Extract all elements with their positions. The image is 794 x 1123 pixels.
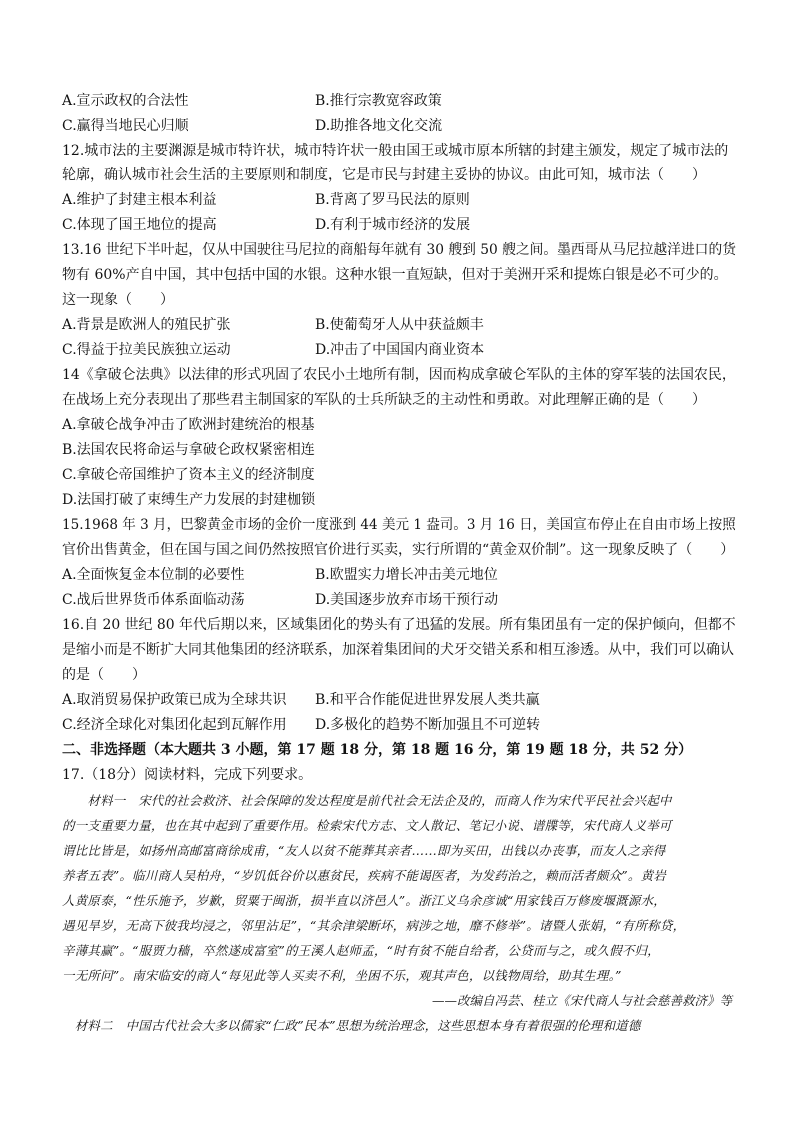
material1-line-6: 遇见旱岁，无高下彼我均浸之，邻里沾足”，“其余津梁断坏，病涉之地，靡不修举”。诸暨人张娟，“有所称贷， [62, 918, 686, 933]
q11-option-a: A.宣示政权的合法性 [62, 93, 189, 109]
q15-option-d: D.美国逐步放弃市场干预行动 [315, 592, 499, 608]
q13-option-b: B.使葡萄牙人从中获益颇丰 [315, 317, 484, 333]
q15-option-c: C.战后世界货币体系面临动荡 [62, 592, 245, 608]
q15-option-b: B.欧盟实力增长冲击美元地位 [315, 567, 498, 583]
q13-stem-line-3: 这一现象（ ） [62, 292, 174, 308]
q12-option-b: B.背离了罗马民法的原则 [315, 192, 470, 208]
q12-option-c: C.体现了国王地位的提高 [62, 217, 217, 233]
q15-option-a: A.全面恢复金本位制的必要性 [62, 567, 245, 583]
material2-line-1: 材料二 中国古代社会大多以儒家“仁政”民本”思想为统治理念，这些思想本身有着很强的伦理和道德 [62, 1018, 641, 1033]
q12-option-d: D.有利于城市经济的发展 [315, 217, 471, 233]
q12-stem-line-2: 轮廓，确认城市社会生活的主要原则和制度，它是市民与封建主妥协的协议。由此可知，城市法（ ） [62, 167, 706, 183]
q14-option-a: A.拿破仑战争冲击了欧洲封建统治的根基 [62, 417, 315, 433]
q14-stem-line-2: 在战场上充分表现出了那些君主制国家的军队的士兵所缺乏的主动性和勇敢。对此理解正确的是（ ） [62, 392, 706, 408]
q13-option-d: D.冲击了中国国内商业资本 [315, 342, 485, 358]
material1-line-2: 的一支重要力量，也在其中起到了重要作用。检索宋代方志、文人散记、笔记小说、谱牒等，宋代商人义举可 [62, 818, 672, 833]
q13-option-c: C.得益于拉美民族独立运动 [62, 342, 231, 358]
material1-line-4: 养者五表”。临川商人吴柏舟，“岁饥低谷价以惠贫民，疾病不能谒医者，为发药治之，赖而活者颇众”。黄岩 [62, 868, 666, 883]
material1-line-8: 一无所问”。南宋临安的商人“每见此等人买卖不利，坐困不乐，观其声色，以钱物周给，助其生理。” [62, 968, 622, 983]
q11-option-b: B.推行宗教宽容政策 [315, 93, 442, 109]
material1-line-7: 辛薄其赢”。“服贾力穑，卒然遂成富室”的王溪人赵师孟，“时有贫不能自给者，公贷而与之，或久假不归， [62, 943, 660, 958]
q11-option-d: D.助推各地文化交流 [315, 118, 443, 134]
q12-stem-line-1: 12.城市法的主要渊源是城市特许状，城市特许状一般由国王或城市原本所辖的封建主颁发，规定了城市法的 [62, 143, 729, 159]
q16-option-a: A.取消贸易保护政策已成为全球共识 [62, 692, 287, 708]
q16-stem-line-1: 16.自 20 世纪 80 年代后期以来，区域集团化的势头有了迅猛的发展。所有集团虽有一定的保护倾向，但都不 [62, 617, 736, 633]
q13-stem-line-2: 物有 60%产自中国，其中包括中国的水银。这种水银一直短缺，但对于美洲开采和提炼白银是必不可少的。 [62, 267, 728, 283]
q16-option-b: B.和平合作能促进世界发展人类共赢 [315, 692, 540, 708]
q16-option-c: C.经济全球化对集团化起到瓦解作用 [62, 717, 287, 733]
q15-stem-line-2: 官价出售黄金，但在国与国之间仍然按照官价进行买卖，实行所谓的“黄金双价制”。这一现象反映了（ ） [62, 542, 735, 558]
material1-line-3: 谓比比皆是，如扬州高邮富商徐成甫，“友人以贫不能葬其亲者……即为买田，出钱以办丧事，而友人之亲得 [62, 843, 666, 858]
q15-stem-line-1: 15.1968 年 3 月，巴黎黄金市场的金价一度涨到 44 美元 1 盎司。3 月 16 日，美国宣布停止在自由市场上按照 [62, 517, 736, 533]
q17-intro: 17.（18分）阅读材料，完成下列要求。 [62, 767, 313, 783]
section-2-title: 二、非选择题（本大题共 3 小题，第 17 题 18 分，第 18 题 16 分，第 19 题 18 分，共 52 分） [62, 742, 693, 758]
material1-line-1: 材料一 宋代的社会救济、社会保障的发达程度是前代社会无法企及的，而商人作为宋代平民社会兴起中 [62, 793, 672, 808]
q13-option-a: A.背景是欧洲人的殖民扩张 [62, 317, 231, 333]
q13-stem-line-1: 13.16 世纪下半叶起，仅从中国驶往马尼拉的商船每年就有 30 艘到 50 艘之间。墨西哥从马尼拉越洋进口的货 [62, 242, 736, 258]
q12-option-a: A.维护了封建主根本利益 [62, 192, 217, 208]
q14-option-c: C.拿破仑帝国维护了资本主义的经济制度 [62, 467, 315, 483]
q14-stem-line-1: 14《拿破仑法典》以法律的形式巩固了农民小土地所有制，因而构成拿破仑军队的主体的穿军装的法国农民， [62, 367, 736, 383]
material1-source: ——改编自冯芸、桂立《宋代商人与社会慈善救济》等 [431, 993, 732, 1008]
material1-line-5: 人黄原泰，“性乐施予，岁歉，贸粟于闽浙，损半直以济邑人”。浙江义乌余彦诚“用家钱百万修废堰溉源水， [62, 893, 666, 908]
q16-option-d: D.多极化的趋势不断加强且不可逆转 [315, 717, 541, 733]
q16-stem-line-2: 是缩小而是不断扩大同其他集团的经济联系，加深着集团间的犬牙交错关系和相互渗透。从中，我们可以确认 [62, 642, 734, 658]
q16-stem-line-3: 的是（ ） [62, 667, 146, 683]
q14-option-d: D.法国打破了束缚生产力发展的封建枷锁 [62, 492, 316, 508]
q14-option-b: B.法国农民将命运与拿破仑政权紧密相连 [62, 442, 315, 458]
q11-option-c: C.赢得当地民心归顺 [62, 118, 189, 134]
